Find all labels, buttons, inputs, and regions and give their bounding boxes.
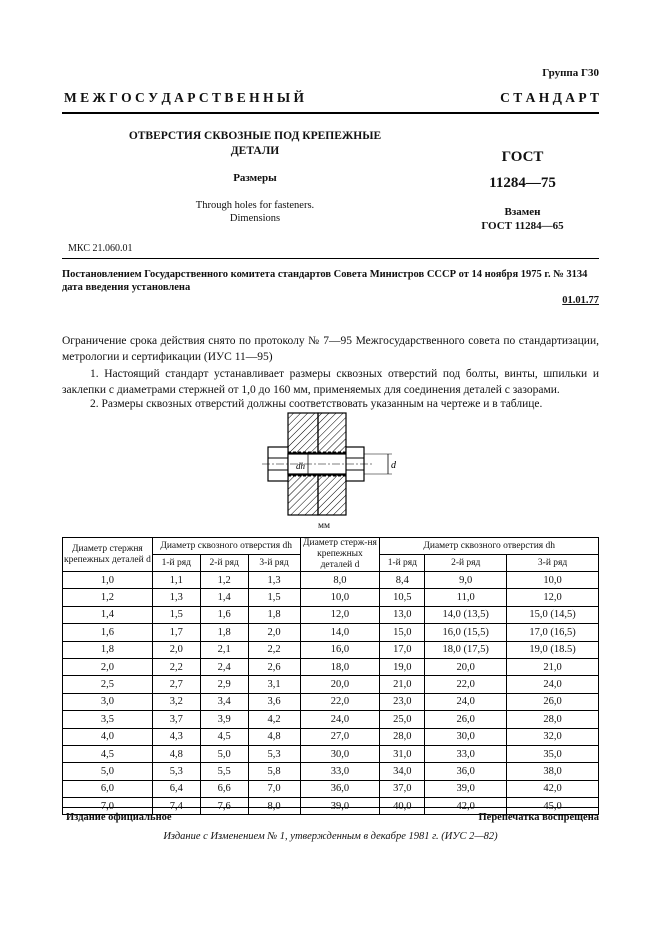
edition-note: Издание с Изменением № 1, утвержденным в декабре 1981 г. (ИУС 2—82)	[163, 831, 498, 842]
table-cell: 10,0	[300, 589, 380, 606]
table-cell: 6,4	[152, 780, 200, 797]
table-cell: 1,3	[248, 572, 300, 589]
table-cell: 36,0	[425, 763, 507, 780]
table-cell: 3,4	[200, 693, 248, 710]
effective-date: 01.01.77	[562, 295, 599, 306]
footer-rule	[62, 807, 599, 808]
table-cell: 20,0	[425, 658, 507, 675]
label-d: d	[391, 460, 396, 471]
table-cell: 2,0	[152, 641, 200, 658]
document-title: ОТВЕРСТИЯ СКВОЗНЫЕ ПОД КРЕПЕЖНЫЕ ДЕТАЛИ	[128, 130, 382, 157]
table-cell: 10,5	[380, 589, 425, 606]
table-cell: 10,0	[507, 572, 599, 589]
header-row-2b: 2-й ряд	[425, 555, 507, 572]
table-cell: 18,0 (17,5)	[425, 641, 507, 658]
table-row	[63, 711, 599, 728]
unit-label: мм	[318, 521, 331, 531]
table-cell: 4,8	[152, 745, 200, 762]
table-cell: 3,0	[63, 693, 153, 710]
table-cell: 1,8	[63, 641, 153, 658]
replaces-label: Взамен	[504, 206, 541, 218]
table-row	[63, 676, 599, 693]
limitation-paragraph: Ограничение срока действия снято по протоколу № 7—95 Межгосударственного совета по стандартизации, метрологии и сертификации (ИУС 11—95)	[62, 335, 599, 363]
table-row	[63, 780, 599, 797]
table-cell: 12,0	[507, 589, 599, 606]
table-cell: 14,0 (13,5)	[425, 606, 507, 623]
table-cell: 4,3	[152, 728, 200, 745]
table-cell: 5,5	[200, 763, 248, 780]
table-cell: 7,0	[248, 780, 300, 797]
table-cell: 36,0	[300, 780, 380, 797]
table-cell: 5,3	[152, 763, 200, 780]
table-cell: 2,7	[152, 676, 200, 693]
table-cell: 25,0	[380, 711, 425, 728]
table-cell: 4,5	[200, 728, 248, 745]
table-cell: 2,5	[63, 676, 153, 693]
table-cell: 3,1	[248, 676, 300, 693]
table-cell: 9,0	[425, 572, 507, 589]
table-cell: 40,0	[380, 798, 425, 815]
table-cell: 4,0	[63, 728, 153, 745]
table-cell: 8,4	[380, 572, 425, 589]
table-cell: 2,1	[200, 641, 248, 658]
plate-right-top	[318, 413, 346, 453]
table-cell: 6,0	[63, 780, 153, 797]
table-cell: 6,6	[200, 780, 248, 797]
plate-left-top	[288, 413, 318, 453]
header-row-2: 2-й ряд	[200, 555, 248, 572]
table-cell: 32,0	[507, 728, 599, 745]
header-hole-diameter: Диаметр сквозного отверстия dh	[152, 538, 300, 555]
table-cell: 11,0	[425, 589, 507, 606]
table-cell: 3,9	[200, 711, 248, 728]
dimensions-table	[62, 537, 599, 815]
table-cell: 1,7	[152, 624, 200, 641]
header-row-1: 1-й ряд	[152, 555, 200, 572]
plate-left-bottom	[288, 475, 318, 515]
document-subtitle: Размеры	[233, 172, 277, 184]
table-cell: 1,1	[152, 572, 200, 589]
table-row	[63, 693, 599, 710]
table-cell: 23,0	[380, 693, 425, 710]
paragraph-1: 1. Настоящий стандарт устанавливает размеры сквозных отверстий под болты, винты, шпильки и заклепки с диаметрами стержней от 1,0 до 160 мм, применяемых для соединения деталей с зазорами.	[62, 368, 599, 396]
table-cell: 5,3	[248, 745, 300, 762]
table-cell: 24,0	[507, 676, 599, 693]
table-cell: 30,0	[300, 745, 380, 762]
table-cell: 19,0 (18.5)	[507, 641, 599, 658]
table-cell: 34,0	[380, 763, 425, 780]
table-cell: 5,8	[248, 763, 300, 780]
table-cell: 12,0	[300, 606, 380, 623]
table-cell: 1,2	[63, 589, 153, 606]
english-title: Through holes for fasteners. Dimensions	[195, 200, 315, 224]
standard-banner	[64, 90, 599, 106]
table-cell: 24,0	[300, 711, 380, 728]
table-cell: 1,2	[200, 572, 248, 589]
table-cell: 42,0	[425, 798, 507, 815]
table-row	[63, 728, 599, 745]
table-cell: 27,0	[300, 728, 380, 745]
header-rule	[62, 258, 599, 259]
table-cell: 35,0	[507, 745, 599, 762]
table-cell: 2,9	[200, 676, 248, 693]
paragraph-2: 2. Размеры сквозных отверстий должны соответствовать указанным на чертеже и в таблице.	[90, 398, 543, 410]
table-cell: 4,5	[63, 745, 153, 762]
table-cell: 2,2	[152, 658, 200, 675]
table-cell: 5,0	[63, 763, 153, 780]
replaces-number: ГОСТ 11284—65	[481, 220, 564, 232]
edition-official: Издание официальное	[66, 812, 172, 823]
table-cell: 15,0 (14,5)	[507, 606, 599, 623]
table-cell: 20,0	[300, 676, 380, 693]
header-hole-diameter-2: Диаметр сквозного отверстия dh	[380, 538, 599, 555]
table-cell: 19,0	[380, 658, 425, 675]
table-cell: 14,0	[300, 624, 380, 641]
table-cell: 31,0	[380, 745, 425, 762]
table-row	[63, 589, 599, 606]
gost-number: 11284—75	[489, 175, 556, 191]
table-cell: 1,4	[63, 606, 153, 623]
table-cell: 26,0	[425, 711, 507, 728]
table-cell: 45,0	[507, 798, 599, 815]
table-cell: 5,0	[200, 745, 248, 762]
table-cell: 1,8	[248, 606, 300, 623]
decree-text: Постановлением Государственного комитета стандартов Совета Министров СССР от 14 ноября 1975 г. № 3134 дата введения установлена	[62, 269, 588, 293]
banner-right: С Т А Н Д А Р Т	[500, 90, 599, 105]
table-cell: 4,2	[248, 711, 300, 728]
table-row	[63, 763, 599, 780]
table-cell: 33,0	[300, 763, 380, 780]
table-row	[63, 624, 599, 641]
table-cell: 1,3	[152, 589, 200, 606]
table-cell: 1,6	[200, 606, 248, 623]
header-rod-diameter-2: Диаметр стерж-ня крепежных деталей d	[300, 538, 380, 572]
table-cell: 42,0	[507, 780, 599, 797]
table-cell: 2,2	[248, 641, 300, 658]
table-row	[63, 745, 599, 762]
table-cell: 7,0	[63, 798, 153, 815]
group-code: Группа Г30	[542, 67, 599, 79]
table-cell: 24,0	[425, 693, 507, 710]
header-row-1b: 1-й ряд	[380, 555, 425, 572]
table-cell: 8,0	[248, 798, 300, 815]
gost-label: ГОСТ	[501, 149, 544, 165]
table-cell: 1,5	[152, 606, 200, 623]
table-cell: 1,6	[63, 624, 153, 641]
table-cell: 30,0	[425, 728, 507, 745]
table-cell: 13,0	[380, 606, 425, 623]
table-cell: 16,0	[300, 641, 380, 658]
table-cell: 3,5	[63, 711, 153, 728]
banner-rule	[62, 112, 599, 114]
table-cell: 39,0	[425, 780, 507, 797]
table-cell: 16,0 (15,5)	[425, 624, 507, 641]
header-row-3: 3-й ряд	[248, 555, 300, 572]
table-row	[63, 572, 599, 589]
table-cell: 21,0	[380, 676, 425, 693]
table-cell: 17,0 (16,5)	[507, 624, 599, 641]
table-row	[63, 658, 599, 675]
table-cell: 17,0	[380, 641, 425, 658]
table-cell: 28,0	[507, 711, 599, 728]
table-cell: 15,0	[380, 624, 425, 641]
table-cell: 28,0	[380, 728, 425, 745]
header-rod-diameter: Диаметр стержня крепежных деталей d	[63, 538, 153, 572]
table-cell: 1,8	[200, 624, 248, 641]
table-cell: 18,0	[300, 658, 380, 675]
table-cell: 39,0	[300, 798, 380, 815]
hole-drawing	[260, 411, 410, 517]
header-row-3b: 3-й ряд	[507, 555, 599, 572]
banner-left: М Е Ж Г О С У Д А Р С Т В Е Н Н Ы Й	[64, 90, 305, 105]
plate-right-bottom	[318, 475, 346, 515]
table-cell: 3,7	[152, 711, 200, 728]
table-cell: 38,0	[507, 763, 599, 780]
table-cell: 26,0	[507, 693, 599, 710]
table-cell: 1,5	[248, 589, 300, 606]
table-cell: 33,0	[425, 745, 507, 762]
table-cell: 37,0	[380, 780, 425, 797]
label-dh: dh	[296, 461, 305, 471]
table-cell: 22,0	[300, 693, 380, 710]
table-cell: 2,4	[200, 658, 248, 675]
table-cell: 7,4	[152, 798, 200, 815]
table-cell: 3,6	[248, 693, 300, 710]
table-cell: 4,8	[248, 728, 300, 745]
table-cell: 22,0	[425, 676, 507, 693]
table-cell: 3,2	[152, 693, 200, 710]
table-cell: 8,0	[300, 572, 380, 589]
table-row	[63, 606, 599, 623]
table-cell: 1,0	[63, 572, 153, 589]
table-cell: 7,6	[200, 798, 248, 815]
reprint-prohibited: Перепечатка воспрещена	[478, 812, 599, 823]
table-cell: 2,6	[248, 658, 300, 675]
table-cell: 2,0	[248, 624, 300, 641]
table-row	[63, 641, 599, 658]
table-cell: 21,0	[507, 658, 599, 675]
table-cell: 1,4	[200, 589, 248, 606]
mks-code: МКС 21.060.01	[68, 243, 133, 254]
table-cell: 2,0	[63, 658, 153, 675]
